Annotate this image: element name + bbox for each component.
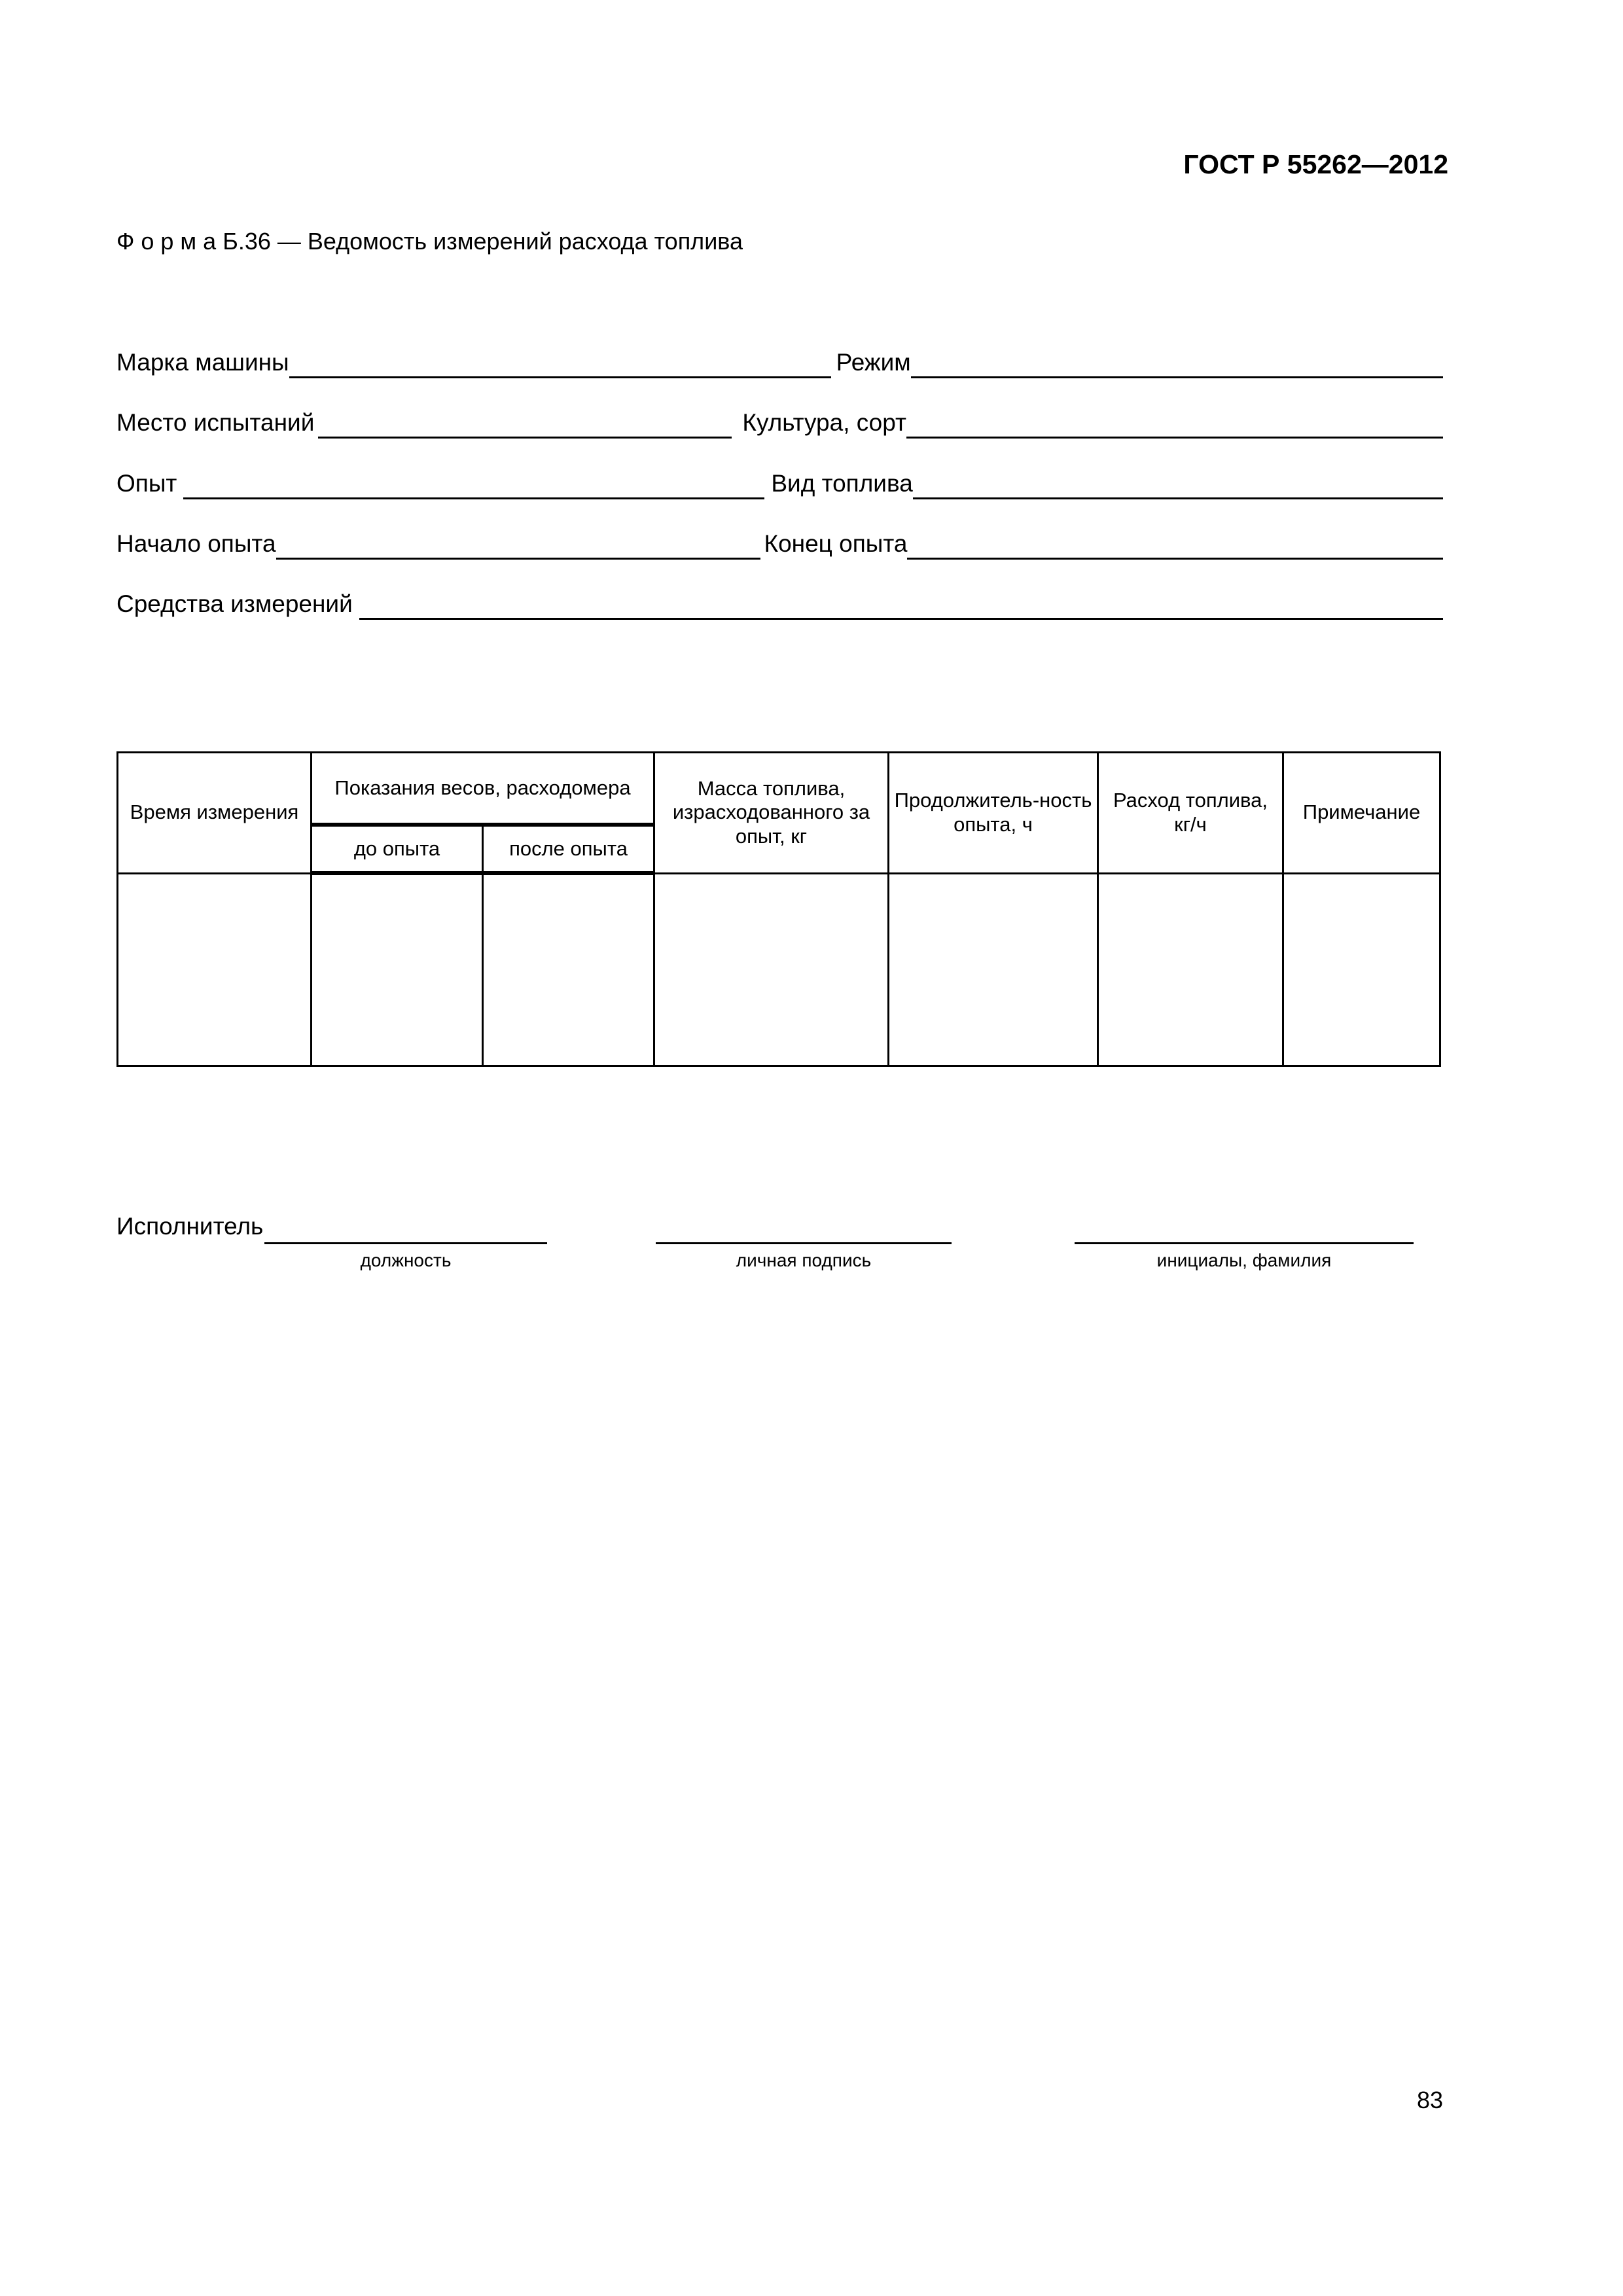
mode-label: Режим [836, 349, 911, 376]
header-mass: Масса топлива, израсходованного за опыт, кг [654, 753, 889, 874]
test-place-field[interactable] [318, 410, 732, 439]
experiment-label: Опыт [116, 470, 177, 497]
start-field[interactable] [276, 531, 760, 560]
table-cell-after[interactable] [483, 873, 654, 1066]
machine-brand-label: Марка машины [116, 349, 289, 376]
name-caption: инициалы, фамилия [1156, 1250, 1332, 1270]
crop-variety-field[interactable] [906, 410, 1443, 439]
header-before: до опыта [312, 825, 483, 873]
machine-brand-field[interactable] [289, 350, 831, 378]
field-row-place-crop [116, 407, 1443, 439]
executor-label: Исполнитель [116, 1213, 264, 1240]
instruments-label: Средства измерений [116, 590, 353, 617]
header-duration: Продолжитель-ность опыта, ч [889, 753, 1098, 874]
signature-caption: личная подпись [736, 1250, 872, 1270]
fuel-measurement-table [116, 751, 1441, 1067]
experiment-field[interactable] [183, 471, 764, 499]
field-row-instruments [116, 588, 1443, 620]
field-row-start-end [116, 528, 1443, 560]
table-cell-time[interactable] [118, 873, 312, 1066]
field-row-experiment-fuel [116, 468, 1443, 499]
header-note: Примечание [1283, 753, 1440, 874]
table-cell-duration[interactable] [889, 873, 1098, 1066]
table-row [118, 873, 1440, 1066]
table-cell-before[interactable] [312, 873, 483, 1066]
executor-position-field[interactable] [264, 1240, 547, 1244]
crop-variety-label: Культура, сорт [742, 409, 906, 436]
position-caption: должность [360, 1250, 452, 1270]
document-code: ГОСТ Р 55262—2012 [1183, 149, 1448, 179]
fuel-type-label: Вид топлива [771, 470, 913, 497]
header-readings: Показания весов, расходомера [312, 753, 654, 825]
executor-signature-field[interactable] [656, 1240, 952, 1244]
instruments-field[interactable] [359, 592, 1443, 620]
form-title: Ф о р м а Б.36 — Ведомость измерений расхода топлива [116, 228, 743, 255]
header-time: Время измерения [118, 753, 312, 874]
end-label: Конец опыта [764, 530, 908, 557]
start-label: Начало опыта [116, 530, 276, 557]
table-cell-consumption[interactable] [1098, 873, 1283, 1066]
table-cell-note[interactable] [1283, 873, 1440, 1066]
executor-name-field[interactable] [1075, 1240, 1414, 1244]
header-consumption: Расход топлива, кг/ч [1098, 753, 1283, 874]
end-field[interactable] [907, 531, 1443, 560]
fuel-type-field[interactable] [913, 471, 1443, 499]
header-after: после опыта [483, 825, 654, 873]
test-place-label: Место испытаний [116, 409, 315, 436]
page-number: 83 [1416, 2087, 1443, 2113]
field-row-machine-mode [116, 347, 1443, 378]
table-cell-mass[interactable] [654, 873, 889, 1066]
mode-field[interactable] [911, 350, 1443, 378]
